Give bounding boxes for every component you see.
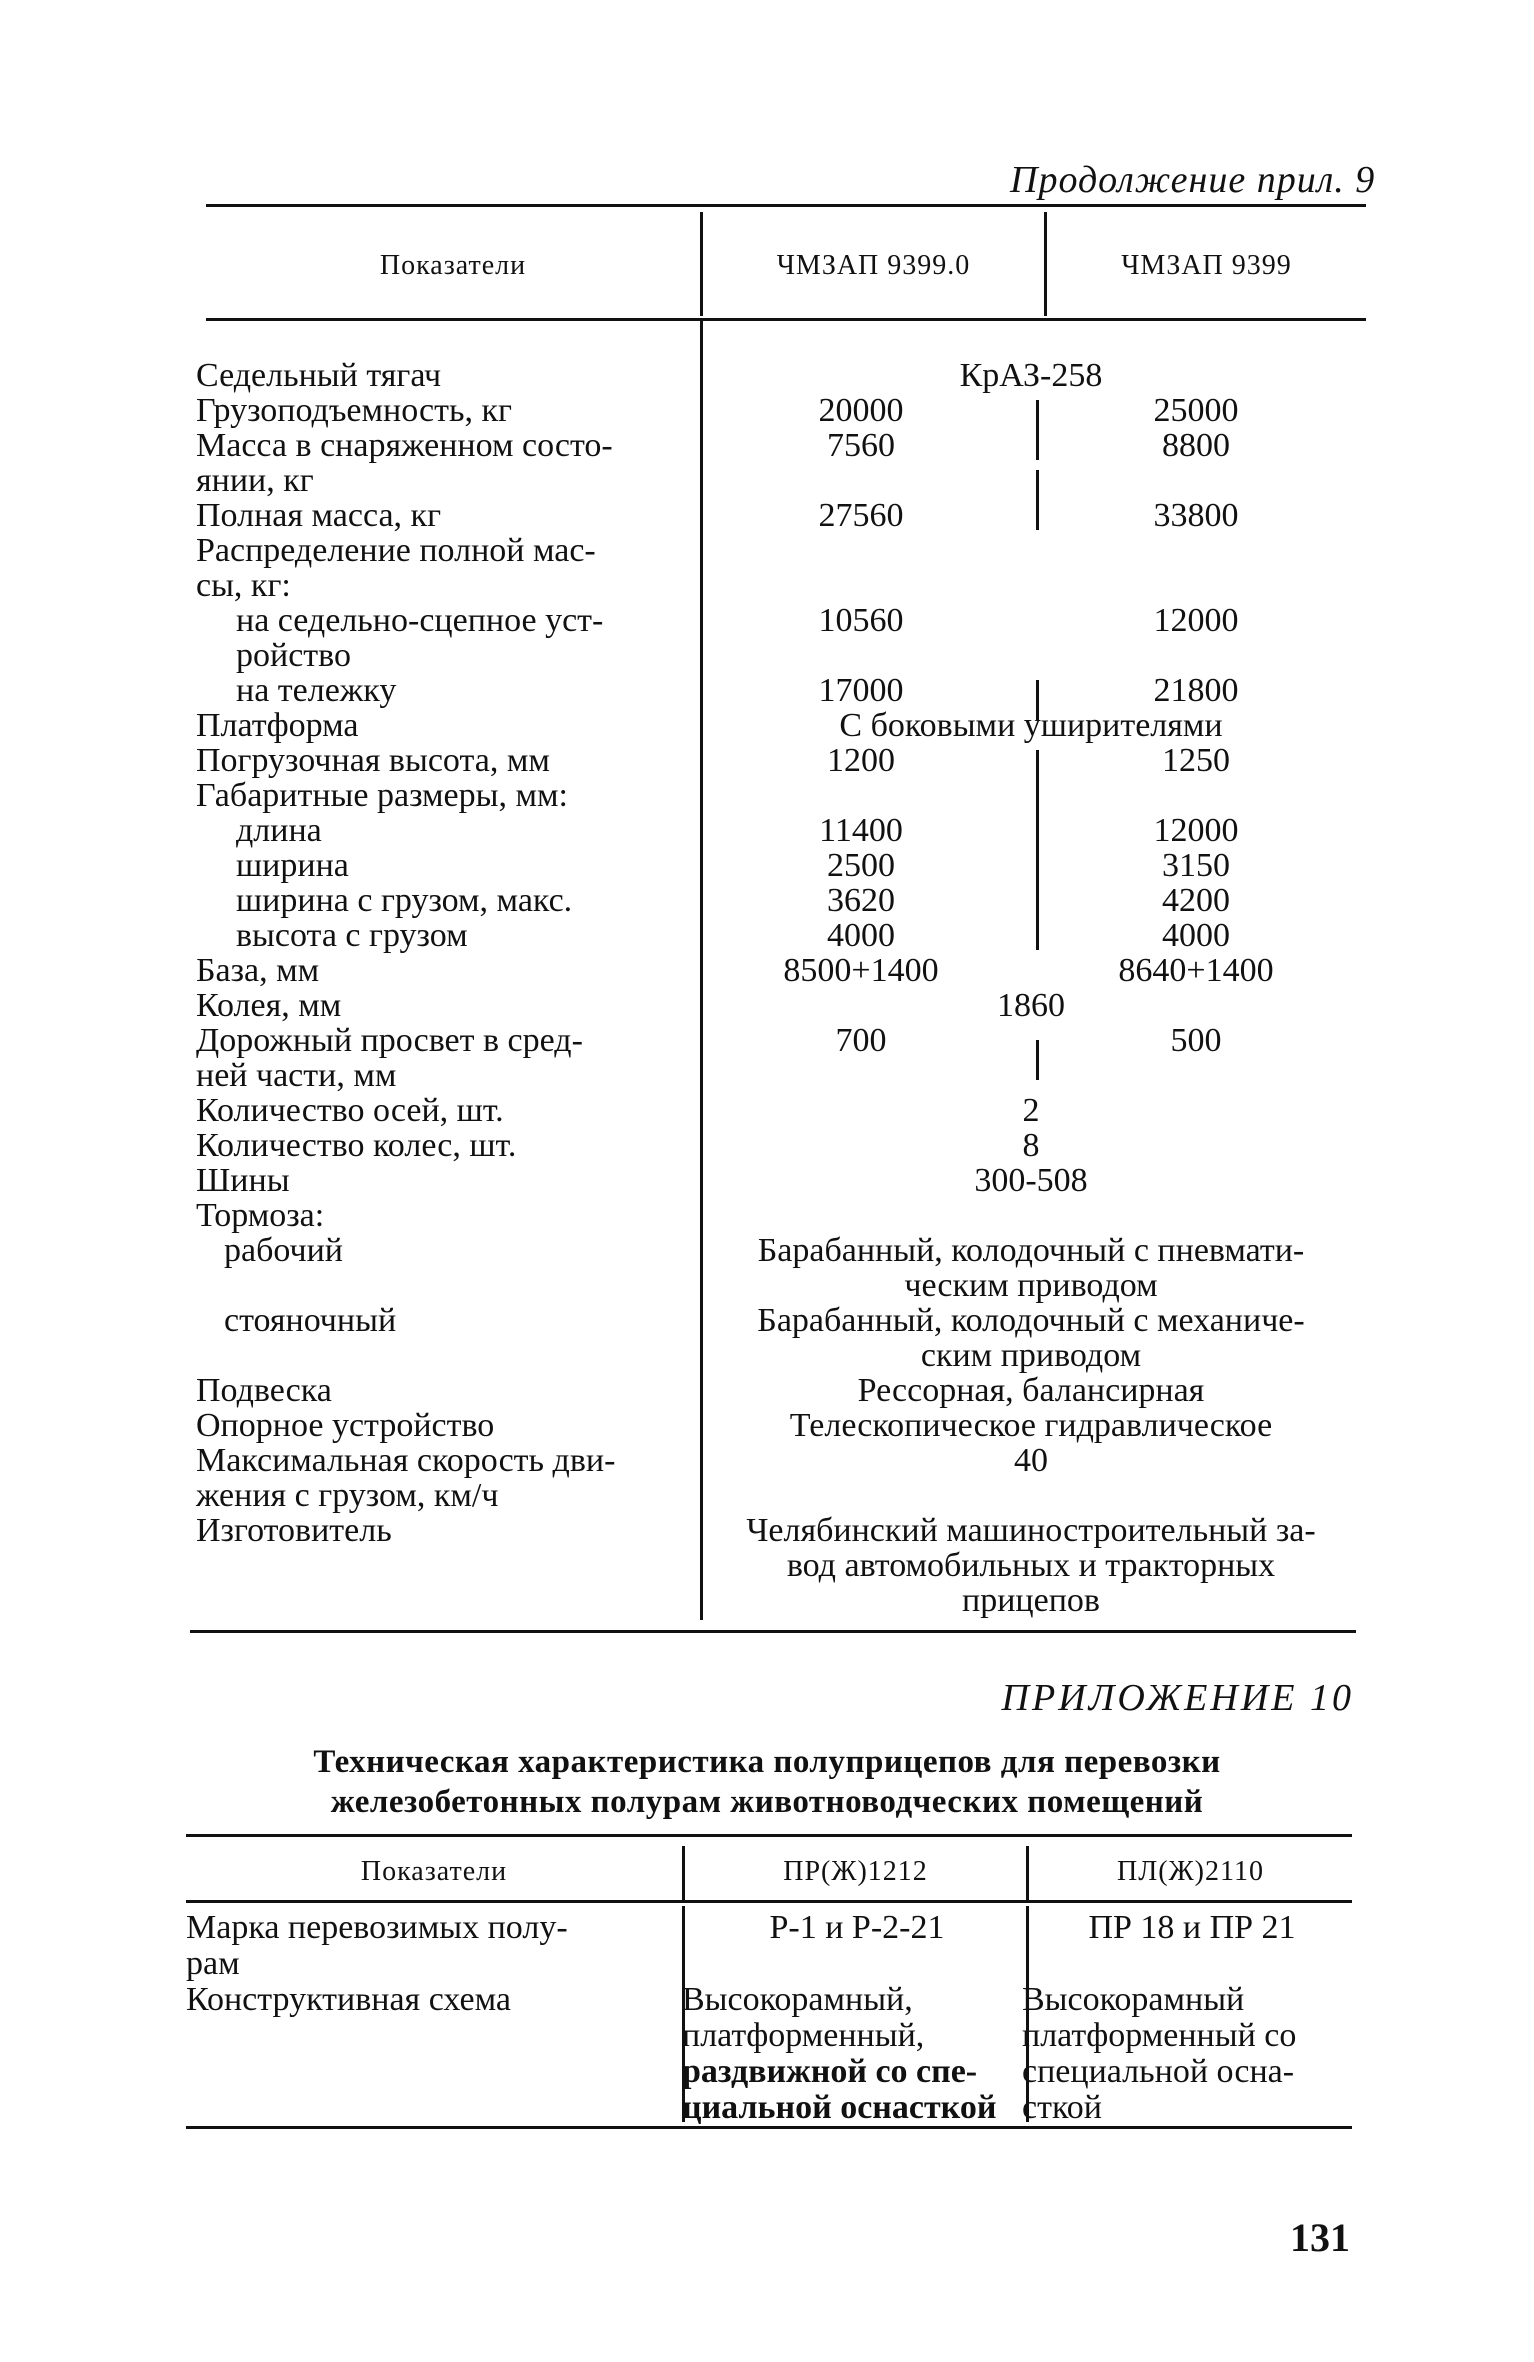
row-value-span: Челябинский машиностроительный за-: [746, 1512, 1316, 1549]
table-row: [196, 1303, 1366, 1338]
row-label: Марка перевозимых полу-: [186, 1909, 568, 1946]
row-label: Полная масса, кг: [196, 497, 442, 534]
table-row: [196, 1443, 1366, 1478]
table-row: [196, 1058, 1366, 1093]
table2-header-rule: [186, 1900, 1352, 1903]
row-value-col2: 1250: [1162, 742, 1230, 779]
row-label: [196, 1583, 696, 1618]
row-value-col2: 25000: [1153, 392, 1239, 429]
row-value-col2: 3150: [1162, 847, 1230, 884]
row-value-col2: 4200: [1162, 882, 1230, 919]
row-label: Конструктивная схема: [186, 1981, 511, 2018]
row-value-col1: циальной оснасткой: [682, 2089, 997, 2126]
section-title-line-2: железобетонных полурам животноводческих помещений: [330, 1784, 1204, 1820]
row-label: Количество осей, шт.: [196, 1092, 504, 1129]
row-value-col1: Р-1 и Р-2-21: [769, 1909, 945, 1946]
table-row: [196, 463, 1366, 498]
row-value-span: Рессорная, балансирная: [857, 1372, 1205, 1409]
table-row: [186, 2090, 1352, 2126]
table1-bottom-rule: [190, 1630, 1356, 1633]
row-label: высота с грузом: [236, 917, 468, 954]
row-label: [186, 2090, 662, 2126]
row-label: [186, 2054, 662, 2090]
row-value-col2: 12000: [1153, 812, 1239, 849]
row-value-col2: 33800: [1153, 497, 1239, 534]
table-row: [196, 568, 1366, 603]
table-row: [196, 603, 1366, 638]
table-row: [196, 1373, 1366, 1408]
table-row: [196, 638, 1366, 673]
row-label: Габаритные размеры, мм:: [196, 777, 568, 814]
row-value-col1: 10560: [818, 602, 904, 639]
row-label: Распределение полной мас-: [196, 532, 596, 569]
table-row: [186, 2054, 1352, 2090]
row-value-col1: Высокорамный,: [682, 1981, 913, 2018]
table2-body: [186, 1910, 1352, 2126]
row-value-col1: 1200: [827, 742, 895, 779]
table-row: [196, 813, 1366, 848]
row-value-col2: 12000: [1153, 602, 1239, 639]
row-label: ширина: [236, 847, 349, 884]
table2-top-rule: [186, 1834, 1352, 1837]
table-row: [196, 778, 1366, 813]
table-row: [196, 1548, 1366, 1583]
row-value-col1: 8500+1400: [783, 952, 939, 989]
table-row: [186, 1982, 1352, 2018]
table2-header-col2: ПЛ(Ж)2110: [1117, 1856, 1264, 1887]
row-value-col1: платформенный,: [682, 2017, 925, 2054]
table-row: [196, 1093, 1366, 1128]
table1-body: [196, 358, 1366, 1618]
table-row: [196, 498, 1366, 533]
running-header: Продолжение прил. 9: [1010, 159, 1376, 201]
row-value-col1: 11400: [819, 812, 903, 849]
row-label: Масса в снаряженном состо-: [196, 427, 613, 464]
table-row: [186, 1910, 1352, 1946]
row-label: [196, 1268, 696, 1303]
table-row: [196, 1023, 1366, 1058]
row-value-span: ским приводом: [920, 1337, 1142, 1374]
table-row: [186, 1946, 1352, 1982]
row-value-span: 300-508: [974, 1162, 1088, 1199]
table1-header-col1: ЧМЗАП 9399.0: [776, 250, 971, 281]
table1-header-col2: ЧМЗАП 9399: [1121, 250, 1292, 281]
row-label: База, мм: [196, 952, 320, 989]
table-row: [196, 848, 1366, 883]
row-value-col1: 2500: [827, 847, 895, 884]
row-value-col2: 8640+1400: [1118, 952, 1274, 989]
row-value-col2: 4000: [1162, 917, 1230, 954]
section-title-line-1: Техническая характеристика полуприцепов для перевозки: [313, 1744, 1221, 1780]
row-label: Грузоподъемность, кг: [196, 392, 512, 429]
table-row: [196, 1268, 1366, 1303]
table-row: [196, 1513, 1366, 1548]
row-label: сы, кг:: [196, 567, 291, 604]
row-value-col2: Высокорамный: [1022, 1981, 1245, 2018]
table-row: [196, 918, 1366, 953]
row-label: стояночный: [224, 1302, 397, 1339]
appendix-label: ПРИЛОЖЕНИЕ 10: [1001, 1677, 1354, 1719]
table1-top-rule: [206, 204, 1366, 207]
row-label: Шины: [196, 1162, 290, 1199]
row-value-span: Барабанный, колодочный с пневмати-: [757, 1232, 1305, 1269]
row-label: ройство: [236, 637, 351, 674]
row-label: жения с грузом, км/ч: [196, 1477, 499, 1514]
row-label: на седельно-сцепное уст-: [236, 602, 604, 639]
row-label: рам: [186, 1945, 240, 1982]
row-label: длина: [236, 812, 322, 849]
row-value-col2: сткой: [1022, 2089, 1102, 2126]
table-row: [196, 1198, 1366, 1233]
table-row: [196, 743, 1366, 778]
row-value-col1: 7560: [827, 427, 895, 464]
row-label: Максимальная скорость дви-: [196, 1442, 616, 1479]
row-label: Подвеска: [196, 1372, 332, 1409]
row-label: Колея, мм: [196, 987, 342, 1024]
row-label: янии, кг: [196, 462, 314, 499]
table-row: [196, 1583, 1366, 1618]
row-value-span: вод автомобильных и тракторных: [786, 1547, 1276, 1584]
row-label: рабочий: [224, 1232, 343, 1269]
table-row: [196, 953, 1366, 988]
row-label: [196, 1548, 696, 1583]
table-row: [196, 1478, 1366, 1513]
row-value-col2: 8800: [1162, 427, 1230, 464]
row-value-span: прицепов: [962, 1582, 1100, 1619]
row-value-col1: раздвижной со спе-: [682, 2053, 978, 2090]
table-row: [196, 1128, 1366, 1163]
row-label: [196, 1338, 696, 1373]
row-label: на тележку: [236, 672, 397, 709]
table-row: [196, 1338, 1366, 1373]
table-row: [196, 1408, 1366, 1443]
row-value-col1: 700: [835, 1022, 887, 1059]
table-row: [196, 533, 1366, 568]
table2-header-indicators: Показатели: [360, 1856, 508, 1887]
table-row: [196, 883, 1366, 918]
row-value-col2: платформенный со: [1022, 2017, 1297, 2054]
table-row: [196, 988, 1366, 1023]
row-value-span: 2: [1022, 1092, 1040, 1129]
row-label: Погрузочная высота, мм: [196, 742, 550, 779]
row-label: ней части, мм: [196, 1057, 397, 1094]
row-label: Опорное устройство: [196, 1407, 495, 1444]
table-row: [196, 708, 1366, 743]
table-row: [196, 358, 1366, 393]
row-value-col1: 20000: [818, 392, 904, 429]
row-label: Платформа: [196, 707, 359, 744]
row-value-span: Телескопическое гидравлическое: [789, 1407, 1273, 1444]
row-value-span: 1860: [997, 987, 1065, 1024]
row-value-span: ческим приводом: [904, 1267, 1158, 1304]
row-label: Изготовитель: [196, 1512, 392, 1549]
table-row: [186, 2018, 1352, 2054]
row-value-col2: 500: [1170, 1022, 1222, 1059]
row-value-col1: 27560: [818, 497, 904, 534]
row-value-col1: 4000: [827, 917, 895, 954]
table1-header-rule: [206, 318, 1366, 321]
row-label: Тормоза:: [196, 1197, 325, 1234]
row-label: [186, 2018, 662, 2054]
row-value-col1: 3620: [827, 882, 895, 919]
row-value-col2: ПР 18 и ПР 21: [1088, 1909, 1296, 1946]
row-value-col2: 21800: [1153, 672, 1239, 709]
table-row: [196, 1233, 1366, 1268]
table-row: [196, 673, 1366, 708]
table2-bottom-rule: [186, 2126, 1352, 2129]
row-value-span: КрАЗ-258: [959, 357, 1103, 394]
row-label: Дорожный просвет в сред-: [196, 1022, 583, 1059]
table2-header-col1: ПР(Ж)1212: [783, 1856, 928, 1887]
table1-header-indicators: Показатели: [379, 250, 527, 281]
table-row: [196, 393, 1366, 428]
row-value-span: Барабанный, колодочный с механиче-: [757, 1302, 1305, 1339]
row-value-span: 8: [1022, 1127, 1040, 1164]
row-label: Седельный тягач: [196, 357, 442, 394]
table-row: [196, 428, 1366, 463]
table-row: [196, 1163, 1366, 1198]
row-value-span: 40: [1014, 1442, 1048, 1479]
row-value-col1: 17000: [818, 672, 904, 709]
row-value-span: С боковыми уширителями: [839, 707, 1223, 744]
row-label: Количество колес, шт.: [196, 1127, 517, 1164]
row-label: ширина с грузом, макс.: [236, 882, 573, 919]
page-number: 131: [1290, 2215, 1350, 2260]
row-value-col2: специальной осна-: [1022, 2053, 1295, 2090]
